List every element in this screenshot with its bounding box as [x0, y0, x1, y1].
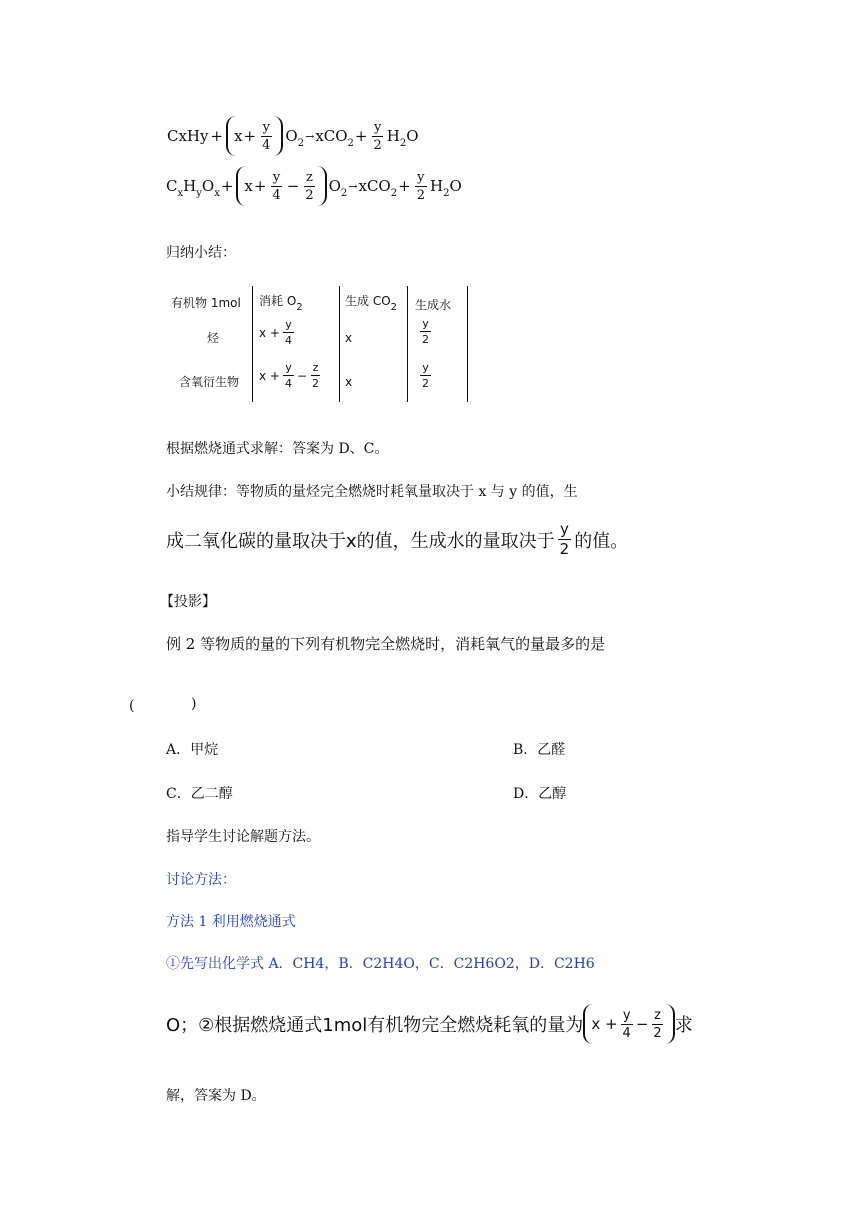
arrow-icon: → [305, 129, 315, 143]
summary-table [171, 286, 471, 402]
eq1-parenthesis: x + $\frac{y}{4}$ [226, 116, 283, 156]
eq2-o2: $O_2$ [328, 177, 348, 199]
row-hydrocarbon-o2: x + $\frac{y}{4}$ [259, 318, 292, 347]
eq1-x: x [234, 127, 243, 145]
row-hydrocarbon-water: $\frac{y}{2}$ [422, 317, 429, 346]
method-step-1: ①先写出化学式 A．CH4，B．C2H4O，C．C2H6O2，D．C2H6 [166, 956, 595, 972]
table-divider [407, 286, 408, 402]
row-hydrocarbon-co2: x [345, 331, 353, 345]
header-water: 生成水 [415, 298, 452, 312]
eq2-co2: xCO$_2$ [358, 177, 398, 199]
guide-text: 指导学生讨论解题方法。 [166, 829, 320, 845]
header-organic: 有机物 1mol [171, 296, 241, 310]
eq2-parenthesis: x + $\frac{y}{4}$ − $\frac{z}{2}$ [236, 166, 326, 206]
header-o2: 消耗 $O_2$ [259, 294, 303, 313]
summary-title: 归纳小结： [166, 245, 236, 261]
row-hydrocarbon-name: 烃 [207, 331, 220, 345]
header-co2: 生成 $CO_2$ [345, 294, 398, 313]
method-step-2: O；②根据燃烧通式1mol有机物完全燃烧耗氧的量为 x + $\frac{y}{4}$ − $\frac{z}{2}$ 求 [166, 1004, 693, 1044]
rule-fraction: $\frac{y}{2}$ [559, 520, 570, 558]
eq1-water-fraction: $\frac{y}{2}$ [373, 119, 382, 153]
eq2-formula: $C_xH_yO_x$ [166, 177, 220, 199]
projection-heading: 【投影】 [160, 594, 216, 610]
rule-line-2: 成二氧化碳的量取决于x的值，生成水的量取决于 $\frac{y}{2}$ 的值。 [166, 520, 629, 558]
table-divider [252, 286, 253, 402]
answer-paren-close: ) [191, 696, 197, 712]
eq1-co2: xCO$_2$ [315, 127, 354, 149]
row-oxygenated-name: 含氧衍生物 [179, 375, 240, 389]
option-d: D．乙醇 [513, 786, 567, 802]
eq2-h2o: $H_2O$ [429, 177, 462, 199]
eq1-fraction: $\frac{y}{4}$ [262, 119, 271, 153]
example-question: 例 2 等物质的量的下列有机物完全燃烧时，消耗氧气的量最多的是 [166, 635, 606, 653]
option-c: C．乙二醇 [166, 786, 233, 802]
row-oxygenated-co2: x [345, 375, 353, 389]
method-1-heading: 方法 1 利用燃烧通式 [166, 914, 296, 930]
table-divider [467, 286, 468, 402]
combustion-equation-oxygenated: $C_xH_yO_x$ + x + $\frac{y}{4}$ − $\frac{z}{2}$ $O_2$ → xCO$_2$ + $\frac{y}{2}$ $H_2O$ [166, 164, 462, 208]
answer-line: 根据燃烧通式求解：答案为 D、C。 [166, 441, 389, 457]
table-divider [339, 286, 340, 402]
option-a: A．甲烷 [166, 742, 219, 758]
combustion-equation-hydrocarbon: CxHy + x + $\frac{y}{4}$ $O_2$ → xCO$_2$ + $\frac{y}{2}$ $H_2O$ [166, 114, 419, 158]
discuss-heading: 讨论方法： [166, 872, 236, 888]
rule-line-1: 小结规律：等物质的量烃完全燃烧时耗氧量取决于 x 与 y 的值，生 [166, 484, 578, 500]
row-oxygenated-water: $\frac{y}{2}$ [422, 361, 429, 390]
eq1-formula: CxHy [167, 127, 209, 145]
arrow-icon: → [348, 179, 358, 193]
option-b: B．乙醛 [513, 742, 566, 758]
final-answer: 解，答案为 D。 [166, 1088, 266, 1104]
step2-parenthesis: x + $\frac{y}{4}$ − $\frac{z}{2}$ [583, 1004, 674, 1044]
eq1-o2: $O_2$ [285, 127, 305, 149]
answer-paren-open: ( [129, 698, 135, 714]
eq1-h2o: $H_2O$ [386, 127, 419, 149]
row-oxygenated-o2: x + $\frac{y}{4}$ − $\frac{z}{2}$ [259, 361, 320, 390]
eq1-plus: + [210, 127, 224, 145]
